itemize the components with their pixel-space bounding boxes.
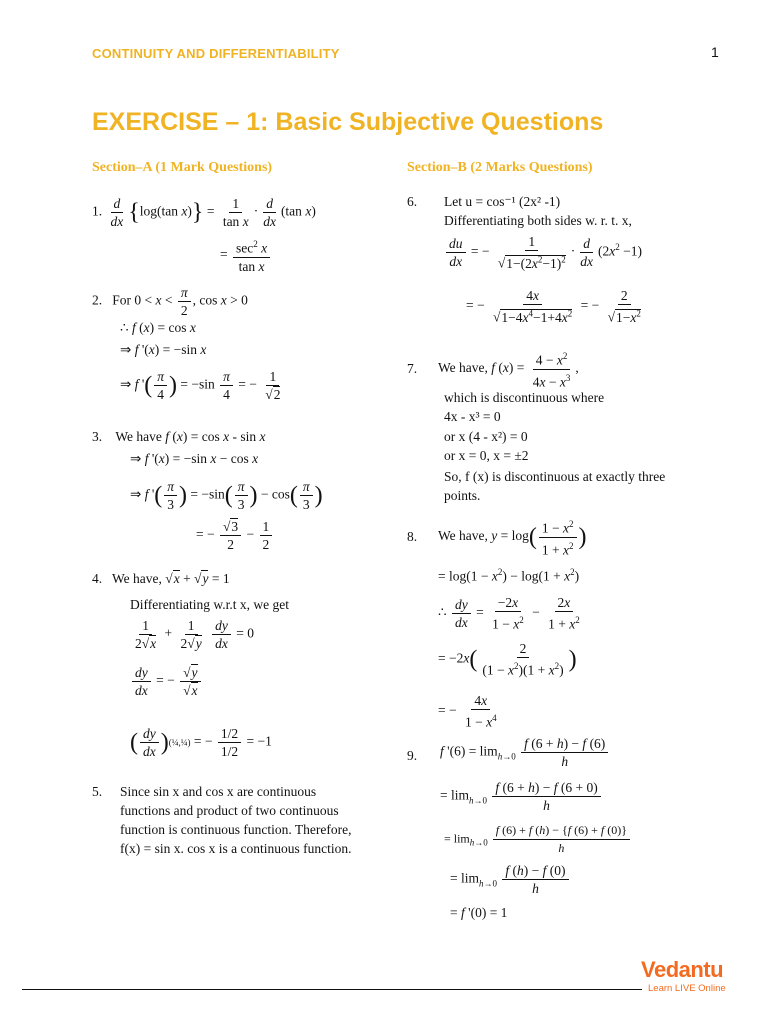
q2-line1: 2. For 0 < x < $\frac{\pi}{2}$ , cos x > 0 [92, 285, 248, 318]
q1-line2: = $\sec^2 x$ tan x [220, 236, 272, 275]
q2-line3: ⇒ f '(x) = −sin x [120, 342, 207, 357]
q8-line4: = −2x( $\frac{2}{(1 - x^2)(1 + x^2)}$ ) [438, 641, 577, 678]
q4-line4: $\frac{dy}{dx}$ = − $\frac{√y}{√x}$ [130, 664, 203, 699]
q3-line4: = − $\frac{√3}{2}$ − $\frac{1}{2}$ [196, 518, 274, 553]
q3-line3: ⇒ f '( $\frac{\pi}{3}$ ) = −sin( $\frac{\pi}{3}$ ) − cos( $\frac{\pi}{3}$ ) [130, 479, 323, 512]
q4-line3: $\frac{1}{2√x}$ + $\frac{1}{2√y}$ $\frac{dy}{dx}$ = 0 [135, 618, 254, 651]
q9-line5: = f '(0) = 1 [450, 905, 508, 920]
q8-number: 8. [407, 529, 418, 544]
q9-line4: = $\lim_{h\to 0}$ $\frac{f (h) - f (0)}{h}$ [450, 862, 571, 897]
q5-text: Since sin x and cos x are continuous functions and product of two continuous function is continuous function. Therefore, f(x) = sin x. cos x is a continuous function. [120, 784, 352, 856]
q2-line2: ∴ f (x) = cos x [120, 320, 196, 335]
q5-number: 5. [92, 784, 103, 799]
section-b-heading: Section–B (2 Marks Questions) [407, 160, 593, 175]
exercise-title: EXERCISE – 1: Basic Subjective Questions [92, 108, 604, 136]
vedantu-tagline: Learn LIVE Online [648, 983, 726, 994]
q9-number: 9. [407, 748, 418, 763]
q8-line1: We have, y = log( $\frac{1 - x^2}{1 + x^2}$ ) [438, 516, 587, 558]
q3-line2: ⇒ f '(x) = −sin x − cos x [130, 451, 259, 466]
q4-line5: ( $\frac{dy}{dx}$ )(¼,¼) = − $\frac{1/2}{1/2}$ = −1 [130, 726, 272, 759]
q8-line2: = $\log(1 - x^2) - \log(1 + x^2)$ [438, 567, 580, 584]
q6-line3: $\frac{du}{dx}$ = − $\frac{1}{√1-(2x^2-1)^2}$ · $\frac{d}{dx}$ $(2x^2 -1)$ [444, 233, 642, 272]
q6-line4: = − $\frac{4x}{√1-4x^4-1+4x^2}$ = − $\frac{2}{√1-x^2}$ [466, 288, 641, 325]
q9-line1: f '$(6) = \lim_{h\to 0}$ $\frac{f (6 + h) - f (6)}{h}$ [440, 735, 610, 770]
q8-line3: ∴ $\frac{dy}{dx}$ = $\frac{-2x}{1 - x^2}$ − $\frac{2x}{1 + x^2}$ [438, 595, 580, 632]
q4-line1: 4. We have, √x + √y = 1 [92, 571, 230, 586]
footer-rule [22, 989, 642, 990]
section-a-heading: Section–A (1 Mark Questions) [92, 160, 273, 175]
q9-line2: = $\lim_{h\to 0}$ $\frac{f (6 + h) - f (6 + 0)}{h}$ [440, 779, 603, 814]
q7-number: 7. [407, 361, 418, 376]
q8-line5: = − $\frac{4x}{1 - x^4}$ [438, 693, 497, 730]
q3-line1: 3. We have f (x) = cos x - sin x [92, 429, 266, 444]
q1-line1: 1. $\frac{d}{dx}$ {log(tan x)} = $\frac{1}{\text{tan x}}$ · $\frac{d}{dx}$ (tan x) [92, 196, 316, 229]
page-number: 1 [711, 44, 719, 60]
q7-line4: or x (4 - x²) = 0 [444, 429, 528, 444]
q2-line4: ⇒ f '( $\frac{\pi}{4}$ ) = −sin $\frac{\pi}{4}$ = − $\frac{1}{√2}$ [120, 369, 281, 402]
q6-number: 6. [407, 194, 418, 209]
q7-line5: or x = 0, x = ±2 [444, 448, 529, 463]
q4-line2: Differentiating w.r.t x, we get [130, 597, 289, 612]
q6-line2: Differentiating both sides w. r. t. x, [444, 213, 632, 228]
q7-line1: We have, f (x) = $\frac{4 - x^2}{4x - x^3}$ , [438, 348, 579, 390]
q9-line3: = $\lim_{h\to 0}$ $\frac{f (6) + f (h) - \{f (6) + f (0)\}}{h}$ [444, 822, 632, 857]
q6-line1: Let u = cos⁻¹ (2x² -1) [444, 194, 561, 209]
vedantu-logo: Vedantu [641, 957, 724, 982]
q7-line2: which is discontinuous where [444, 390, 605, 405]
q7-line6: So, f (x) is discontinuous at exactly three points. [444, 469, 666, 503]
q7-line3: 4x - x³ = 0 [444, 409, 501, 424]
chapter-header: CONTINUITY AND DIFFERENTIABILITY [92, 46, 340, 61]
